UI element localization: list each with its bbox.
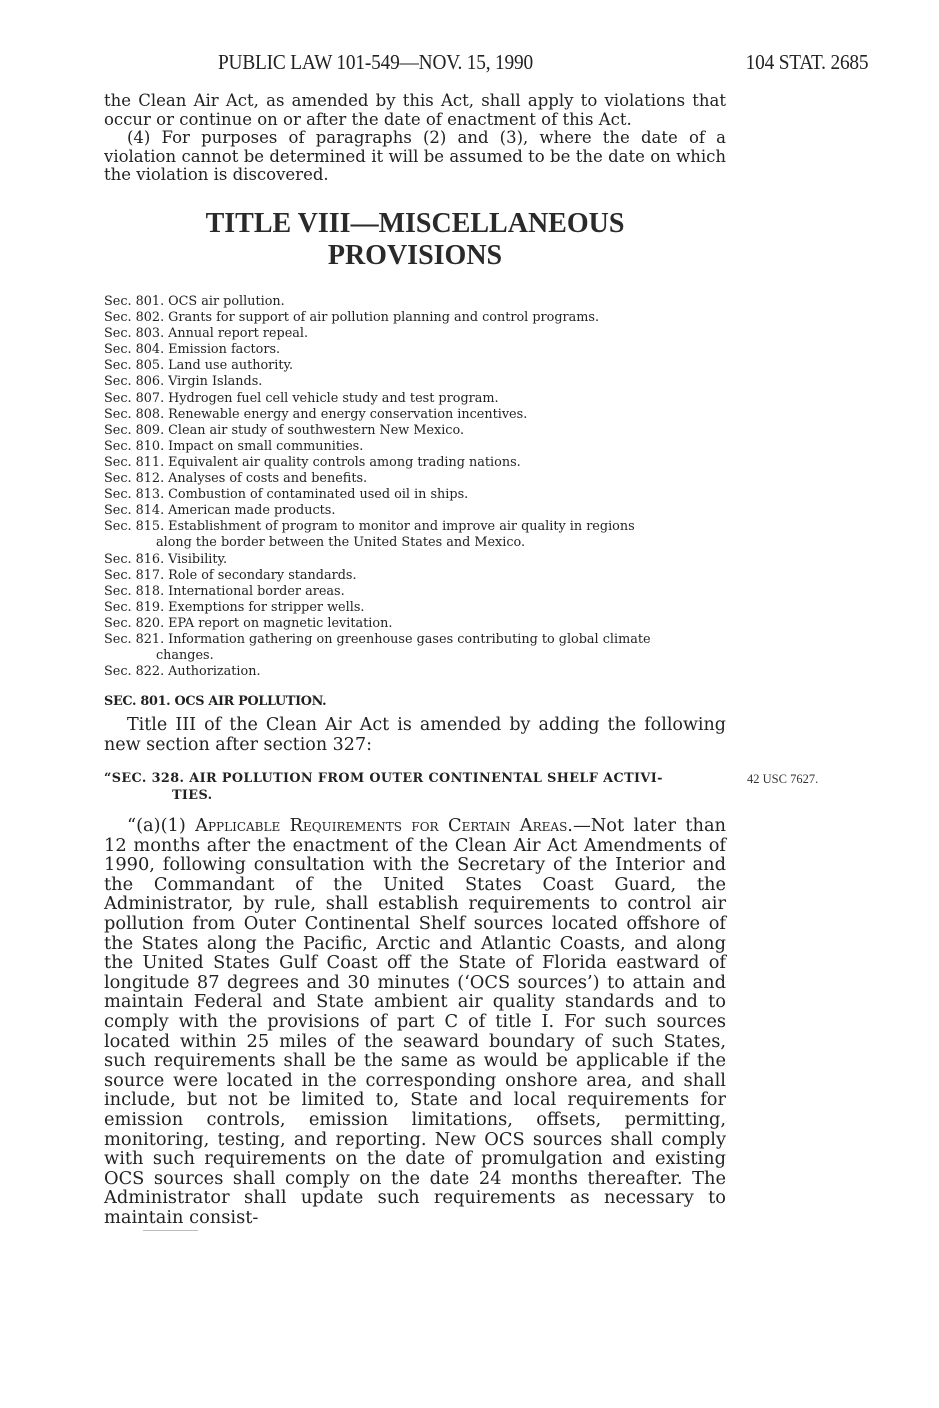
toc-title-line: Clean air study of southwestern New Mexico. — [168, 422, 465, 438]
toc-section-number: Sec. 809. — [104, 422, 165, 438]
toc-section-number: Sec. 808. — [104, 406, 165, 422]
toc-item — [104, 391, 744, 407]
toc-section-number: Sec. 822. — [104, 664, 165, 680]
intro-text — [104, 92, 726, 185]
toc-item — [104, 487, 744, 503]
toc-section-title — [164, 487, 744, 503]
toc-section-title — [164, 455, 744, 471]
subsection-caption: Applicable Requirements for Certain Areas. — [195, 815, 573, 836]
toc-item — [104, 342, 744, 358]
title-heading — [104, 208, 726, 272]
title-line-1: TITLE VIII—MISCELLANEOUS — [205, 208, 625, 239]
toc-title-line: Combustion of contaminated used oil in ships. — [168, 487, 469, 503]
toc-item — [104, 503, 744, 519]
toc-section-number: Sec. 807. — [104, 390, 165, 406]
toc-item — [104, 519, 744, 551]
toc-item — [104, 423, 744, 439]
toc-title-line: Hydrogen fuel cell vehicle study and test program. — [168, 390, 499, 406]
toc-title-line: Equivalent air quality controls among trading nations. — [168, 454, 521, 470]
toc-title-continuation: changes. — [156, 648, 214, 664]
toc-item — [104, 358, 744, 374]
amendment-paragraph: Title III of the Clean Air Act is amended by adding the following new section after section 327: — [104, 715, 726, 755]
toc-section-title — [164, 407, 744, 423]
toc-section-title — [164, 664, 744, 680]
toc-section-number: Sec. 802. — [104, 310, 165, 326]
toc-section-number: Sec. 817. — [104, 567, 165, 583]
toc-section-title — [164, 439, 744, 455]
toc-section-number: Sec. 818. — [104, 583, 165, 599]
toc-item — [104, 616, 744, 632]
margin-citation: 42 USC 7627. — [747, 772, 819, 786]
header-title: PUBLIC LAW 101-549—NOV. 15, 1990 — [218, 50, 533, 74]
toc-section-title — [164, 342, 744, 358]
toc-section-title — [164, 423, 744, 439]
toc-title-line: Annual report repeal. — [168, 326, 309, 342]
new-section-heading — [104, 770, 726, 804]
toc-section-title — [164, 294, 744, 310]
toc-title-line: Role of secondary standards. — [168, 567, 357, 583]
toc-section-number: Sec. 821. — [104, 631, 165, 647]
toc-item — [104, 584, 744, 600]
toc-title-line: American made products. — [168, 503, 336, 519]
toc-section-number: Sec. 820. — [104, 615, 165, 631]
toc-section-title — [164, 519, 744, 535]
subsection-body: —Not later than 12 months after the enactment of the Clean Air Act Amendments of 1990, following consultation with the Secretary of the Interior and the Commandant of the United States Coast Guard, the Administrator, by rule, shall establish requirements to control air pollution from Outer Continental Shelf sources located offshore of the States along the Pacific, Arctic and Atlantic Coasts, and along the United States Gulf Coast off the State of Florida eastward of longitude 87 degrees and 30 minutes (‘OCS sources’) to attain and maintain Federal and State ambient air quality standards and to comply with the provisions of part C of title I. For such sources located within 25 miles of the seaward boundary of such States, such requirements shall be the same as would be applicable if the source were located in the corresponding onshore area, and shall include, but not be limited to, State and local requirements for emission controls, emission limitations, offsets, permitting, monitoring, testing, and reporting. New OCS sources shall comply with such requirements on the date of promulgation and existing OCS sources shall comply on the date 24 months thereafter. The Administrator shall update such requirements as necessary to maintain consist- — [104, 815, 726, 1228]
toc-title-line: Exemptions for stripper wells. — [168, 599, 365, 615]
toc-section-number: Sec. 816. — [104, 551, 165, 567]
toc-section-title — [164, 600, 744, 616]
toc-section-title — [164, 552, 744, 568]
toc-section-title — [164, 391, 744, 407]
new-section-heading-line-1: “SEC. 328. AIR POLLUTION FROM OUTER CONTINENTAL SHELF ACTIVI- — [104, 771, 663, 786]
running-header — [218, 50, 868, 76]
toc-section-number: Sec. 806. — [104, 374, 165, 390]
toc-item — [104, 552, 744, 568]
toc-item — [104, 471, 744, 487]
toc-section-number: Sec. 815. — [104, 519, 165, 535]
toc-title-line: Emission factors. — [168, 342, 281, 358]
toc-item — [104, 455, 744, 471]
toc-section-title — [164, 374, 744, 390]
toc-section-number: Sec. 810. — [104, 438, 165, 454]
toc-item — [104, 374, 744, 390]
toc-section-title — [164, 632, 744, 648]
intro-paragraph-1: the Clean Air Act, as amended by this Act, shall apply to violations that occur or continue on or after the date of enactment of this Act. — [104, 91, 726, 129]
toc-section-number: Sec. 819. — [104, 599, 165, 615]
toc-title-line: International border areas. — [168, 583, 345, 599]
toc-item — [104, 600, 744, 616]
toc-item — [104, 568, 744, 584]
toc-item — [104, 664, 744, 680]
toc-title-line: EPA report on magnetic levitation. — [168, 615, 393, 631]
toc-item — [104, 439, 744, 455]
table-of-contents — [104, 294, 744, 680]
toc-section-title — [164, 616, 744, 632]
toc-section-number: Sec. 812. — [104, 471, 165, 487]
toc-title-line: Grants for support of air pollution planning and control programs. — [168, 310, 600, 326]
toc-title-line: Land use authority. — [168, 358, 294, 374]
toc-title-line: Analyses of costs and benefits. — [168, 471, 368, 487]
footer-rule — [143, 1230, 198, 1231]
toc-title-line: Virgin Islands. — [168, 374, 263, 390]
toc-section-number: Sec. 801. — [104, 294, 165, 309]
toc-item — [104, 294, 744, 310]
toc-item — [104, 310, 744, 326]
subsection-a1 — [104, 816, 726, 1227]
toc-title-line: Visibility. — [168, 551, 228, 567]
section-heading: SEC. 801. OCS AIR POLLUTION. — [104, 694, 327, 709]
toc-section-title — [164, 326, 744, 342]
toc-title-line: Information gathering on greenhouse gases contributing to global climate — [168, 631, 651, 647]
toc-item — [104, 632, 744, 664]
toc-section-title — [164, 471, 744, 487]
intro-paragraph-2: (4) For purposes of paragraphs (2) and (3), where the date of a violation cannot be determined it will be assumed to be the date on which the violation is discovered. — [104, 128, 726, 185]
toc-title-line: Establishment of program to monitor and improve air quality in regions — [168, 519, 635, 535]
toc-title-line: Authorization. — [168, 664, 261, 680]
toc-title-line: Impact on small communities. — [168, 438, 364, 454]
header-page-number: 104 STAT. 2685 — [745, 50, 868, 74]
toc-section-number: Sec. 813. — [104, 487, 165, 503]
toc-title-line: Renewable energy and energy conservation incentives. — [168, 406, 528, 422]
toc-title-continuation: along the border between the United States and Mexico. — [156, 535, 526, 551]
toc-section-title — [164, 358, 744, 374]
title-line-2: PROVISIONS — [327, 240, 503, 271]
toc-item — [104, 407, 744, 423]
toc-item — [104, 326, 744, 342]
toc-section-number: Sec. 803. — [104, 326, 165, 342]
new-section-heading-line-2: TIES. — [172, 788, 213, 803]
toc-section-title — [164, 310, 744, 326]
toc-section-number: Sec. 814. — [104, 503, 165, 519]
toc-section-number: Sec. 805. — [104, 358, 165, 374]
toc-section-number: Sec. 811. — [104, 454, 165, 470]
toc-section-title — [164, 584, 744, 600]
toc-section-title — [164, 568, 744, 584]
subsection-label: “(a)(1) — [127, 815, 196, 836]
toc-section-title — [164, 503, 744, 519]
toc-title-line: OCS air pollution. — [168, 294, 285, 309]
toc-section-number: Sec. 804. — [104, 342, 165, 358]
